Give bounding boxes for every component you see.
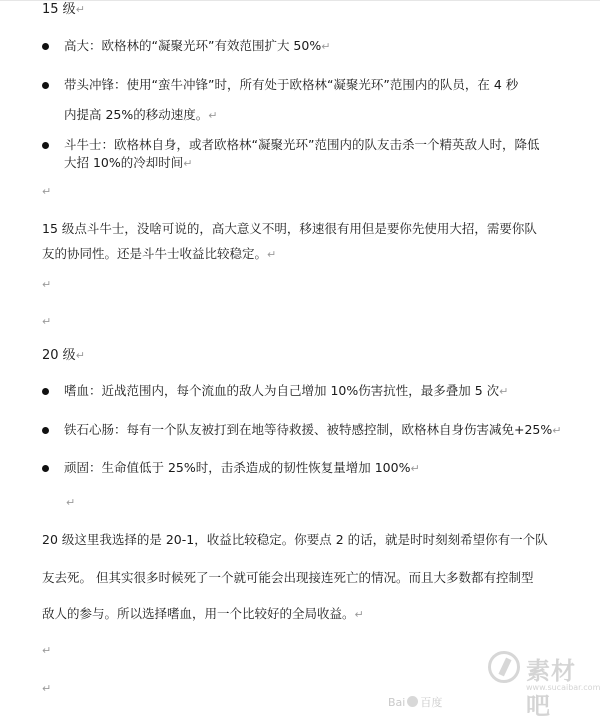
top-border	[0, 0, 600, 1]
baidu-paw-icon	[407, 696, 418, 707]
section-15-paragraph-line2: 友的协同性。还是斗牛士收益比较稳定。↵	[42, 246, 277, 261]
section-15-heading: 15 级↵	[42, 2, 85, 17]
bullet-15-2-line1: 带头冲锋：使用“蛮牛冲锋”时，所有处于欧格林“凝聚光环”范围内的队员，在 4 秒	[64, 77, 519, 92]
bullet-dot	[42, 142, 49, 149]
baidu-watermark: Bai 百度	[388, 696, 443, 709]
section-20-paragraph-line1: 20 级这里我选择的是 20-1，收益比较稳定。你要点 2 的话，就是时时刻刻希望你有一个队	[42, 532, 548, 547]
sucaibar-watermark	[488, 649, 600, 720]
bullet-dot	[42, 465, 49, 472]
sucaibar-logo-text: 素材吧	[526, 657, 576, 720]
section-20-paragraph-line3: 敌人的参与。所以选择嗜血，用一个比较好的全局收益。↵	[42, 606, 364, 621]
empty-paragraph: ↵	[66, 496, 76, 509]
section-20-heading: 20 级↵	[42, 348, 85, 363]
bullet-15-2-line2: 内提高 25%的移动速度。↵	[64, 107, 218, 122]
bullet-20-2: 铁石心肠：每有一个队友被打到在地等待救援、被特感控制，欧格林自身伤害减免+25%↵	[64, 422, 562, 437]
bullet-dot	[42, 82, 49, 89]
bullet-15-3-line1: 斗牛士：欧格林自身，或者欧格林“凝聚光环”范围内的队友击杀一个精英敌人时，降低	[64, 137, 540, 152]
bullet-15-1: 高大：欧格林的“凝聚光环”有效范围扩大 50%↵	[64, 38, 331, 53]
bullet-dot	[42, 427, 49, 434]
empty-paragraph: ↵	[42, 315, 52, 328]
section-20-paragraph-line2: 友去死。 但其实很多时候死了一个就可能会出现接连死亡的情况。而且大多数都有控制型	[42, 570, 534, 585]
empty-paragraph: ↵	[42, 644, 52, 657]
empty-paragraph: ↵	[42, 682, 52, 695]
empty-paragraph: ↵	[42, 185, 52, 198]
empty-paragraph: ↵	[42, 278, 52, 291]
sucaibar-logo-icon	[488, 651, 520, 683]
sucaibar-logo-url: www.sucaibar.com	[526, 683, 600, 692]
bullet-20-1: 嗜血：近战范围内，每个流血的敌人为自己增加 10%伤害抗性，最多叠加 5 次↵	[64, 383, 509, 398]
bullet-15-3-line2: 大招 10%的冷却时间↵	[64, 155, 193, 170]
bullet-dot	[42, 43, 49, 50]
section-15-paragraph-line1: 15 级点斗牛士，没啥可说的，高大意义不明，移速很有用但是要你先使用大招，需要你队	[42, 221, 537, 236]
bullet-20-3: 顽固：生命值低于 25%时，击杀造成的韧性恢复量增加 100%↵	[64, 460, 420, 475]
bullet-dot	[42, 388, 49, 395]
